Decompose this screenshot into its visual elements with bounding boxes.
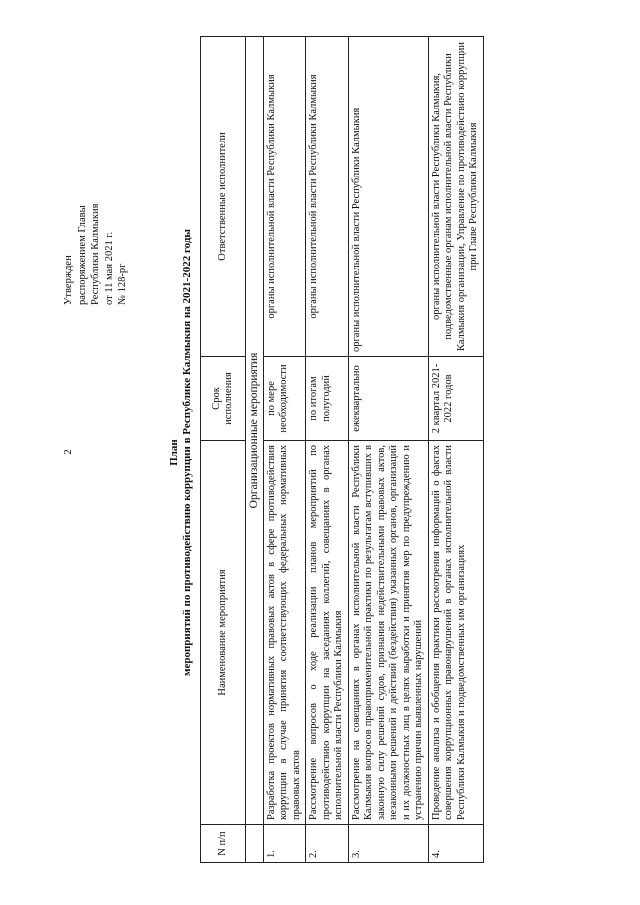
approval-block [62,75,130,305]
approval-line: распоряжением Главы [76,205,88,305]
title-line-plan: План [168,439,180,466]
header-num: N п/п [201,825,246,863]
table-row [306,37,349,863]
header-term: Срок исполнения [201,357,246,441]
row-responsible: органы исполнительной власти Республики Калмыкия [263,37,306,357]
header-name: Наименование мероприятия [201,441,246,825]
table-row [263,37,306,863]
table-row [428,37,483,863]
approval-line: Республики Калмыкия [90,203,101,305]
section-row [246,37,264,863]
table-row [348,37,428,863]
approval-date: от 11 мая 2021 г. [103,231,115,305]
row-term: ежеквартально [348,357,428,441]
row-num: 3. [348,825,428,863]
document-title [168,0,194,905]
header-responsible: Ответственные исполнители [201,37,246,357]
section-title: Организационные мероприятия [246,37,264,825]
row-name: Проведение анализа и обобщения практики рассмотрения информаций о фактах совершения коррупционных правонарушений в органах исполнительной власти Республики Калмыкия и подведомственных им организациях [428,441,483,825]
table-header-row [201,37,246,863]
row-responsible: органы исполнительной власти Республики Калмыкия [348,37,428,357]
row-responsible: органы исполнительной власти Республики Калмыкия, подведомственные органам исполнительной власти Республики Калмыкия организации, Управление по противодействию коррупции при Главе Республики Калмыкия [428,37,483,357]
row-term: 2 квартал 2021-2022 годов [428,357,483,441]
page-number: 2 [62,449,74,455]
row-name: Рассмотрение на совещаниях в органах исполнительной власти Республики Калмыкия вопросов правоприменительной практики по результатам вступивших в законную силу решений судов, признания недействительными правовых актов, незаконными решений и действий (бездействия) указанных органов, организаций и их должностных лиц в целях выработки и принятия мер по предупреждению и устранению причин выявленных нарушений [348,441,428,825]
approval-number: № 128-рг [117,263,128,305]
title-line-subject: мероприятий по противодействию коррупции в Республике Калмыкия на 2021-2022 годы [181,228,193,677]
row-responsible: органы исполнительной власти Республики Калмыкия [306,37,349,357]
row-term: по мере необходимости [263,357,306,441]
row-num: 1. [263,825,306,863]
approval-line: Утвержден [63,255,74,305]
row-num: 2. [306,825,349,863]
row-term: по итогам полугодий [306,357,349,441]
plan-table [200,36,484,863]
row-num: 4. [428,825,483,863]
row-name: Рассмотрение вопросов о ходе реализации планов мероприятий по противодействию коррупции на заседаниях коллегий, совещаниях в органах исполнительной власти Республики Калмыкия [306,441,349,825]
row-name: Разработка проектов нормативных правовых актов в сфере противодействия коррупции в случае принятия соответствующих федеральных нормативных правовых актов [263,441,306,825]
